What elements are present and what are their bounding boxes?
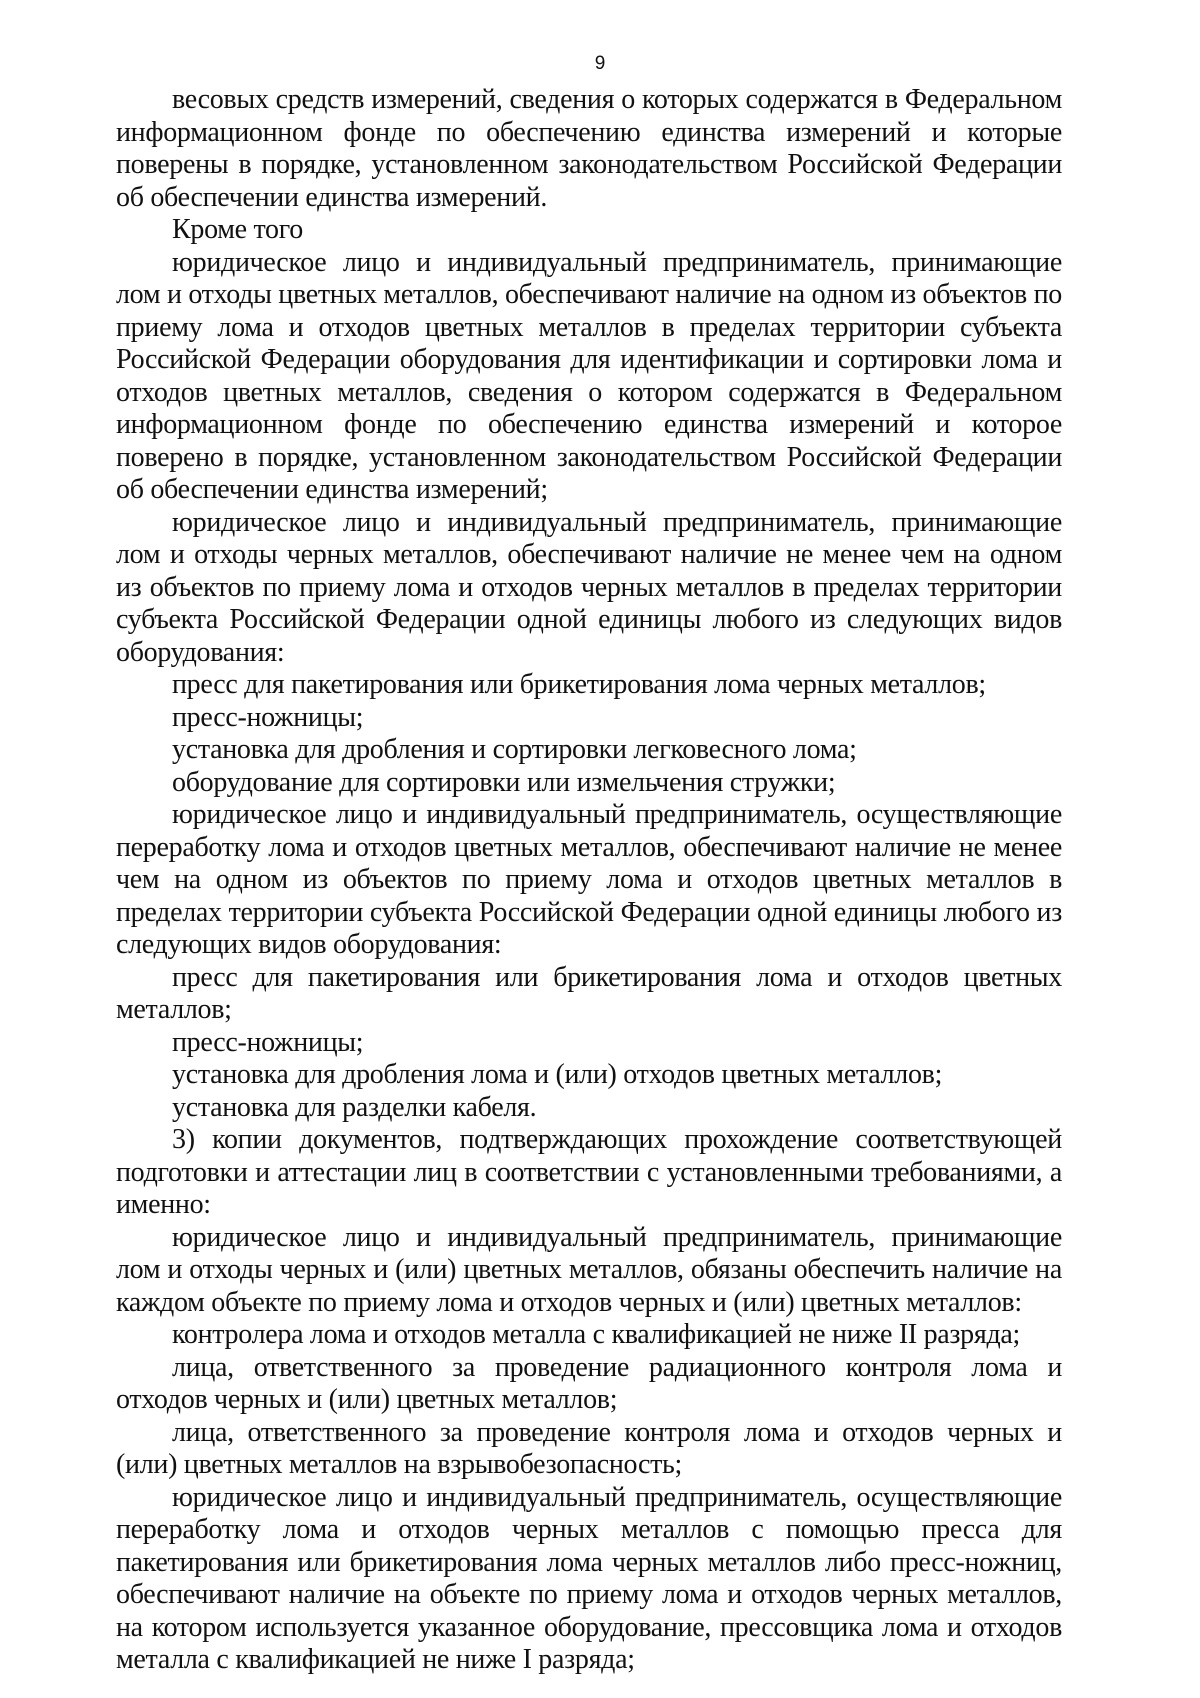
- list-item: пресс для пакетирования или брикетирования лома черных металлов;: [172, 669, 986, 700]
- page-number: 9: [594, 53, 606, 74]
- document-body: [116, 84, 1062, 1677]
- list-item: лица, ответственного за проведение радиационного контроля лома и отходов черных и (или) цветных металлов;: [116, 1351, 1062, 1415]
- list-item: установка для дробления лома и (или) отходов цветных металлов;: [172, 1059, 943, 1090]
- list-item: пресс для пакетирования или брикетирования лома и отходов цветных металлов;: [116, 961, 1062, 1025]
- paragraph-continuation: весовых средств измерений, сведения о которых содержатся в Федеральном информационном фонде по обеспечению единства измерений и которые поверены в порядке, установленном законодательством Российской Федерации об обеспечении единства измерений.: [116, 84, 1062, 213]
- paragraph-intro: Кроме того: [172, 214, 303, 245]
- list-item: установка для разделки кабеля.: [172, 1091, 537, 1123]
- list-item: установка для дробления и сортировки легковесного лома;: [172, 734, 857, 765]
- list-item: лица, ответственного за проведение контроля лома и отходов черных и (или) цветных металлов на взрывобезопасность;: [116, 1416, 1062, 1480]
- list-item: оборудование для сортировки или измельчения стружки;: [172, 766, 836, 798]
- paragraph-staff-requirements: юридическое лицо и индивидуальный предприниматель, принимающие лом и отходы черных и (или) цветных металлов, обязаны обеспечить наличие на каждом объекте по приему лома и отходов черных и (или) цветных металлов:: [116, 1221, 1062, 1318]
- paragraph-press-operator: юридическое лицо и индивидуальный предприниматель, осуществляющие переработку лома и отходов черных металлов с помощью пресса для пакетирования или брикетирования лома черных металлов либо пресс-ножниц, обеспечивают наличие на объекте по приему лома и отходов черных металлов, на котором используется указанное оборудование, прессовщика лома и отходов металла с квалификацией не ниже I разряда;: [116, 1481, 1062, 1675]
- paragraph-nonferrous-processing: юридическое лицо и индивидуальный предприниматель, осуществляющие переработку лома и отходов цветных металлов, обеспечивают наличие не менее чем на одном из объектов по приему лома и отходов цветных металлов в пределах территории субъекта Российской Федерации одной единицы любого из следующих видов оборудования:: [116, 799, 1062, 960]
- list-item: контролера лома и отходов металла с квалификацией не ниже II разряда;: [172, 1319, 1020, 1350]
- paragraph-nonferrous-identification: юридическое лицо и индивидуальный предприниматель, принимающие лом и отходы цветных металлов, обеспечивают наличие на одном из объектов по приему лома и отходов цветных металлов в пределах территории субъекта Российской Федерации оборудования для идентификации и сортировки лома и отходов цветных металлов, сведения о котором содержатся в Федеральном информационном фонде по обеспечению единства измерений и которое поверено в порядке, установленном законодательством Российской Федерации об обеспечении единства измерений;: [116, 246, 1062, 505]
- list-item: пресс-ножницы;: [172, 701, 364, 733]
- paragraph-item-3: 3) копии документов, подтверждающих прохождение соответствующей подготовки и аттестации лиц в соответствии с установленными требованиями, а именно:: [116, 1124, 1062, 1220]
- list-item: пресс-ножницы;: [172, 1026, 364, 1058]
- paragraph-ferrous-equipment: юридическое лицо и индивидуальный предприниматель, принимающие лом и отходы черных металлов, обеспечивают наличие не менее чем на одном из объектов по приему лома и отходов черных металлов в пределах территории субъекта Российской Федерации одной единицы любого из следующих видов оборудования:: [116, 506, 1062, 668]
